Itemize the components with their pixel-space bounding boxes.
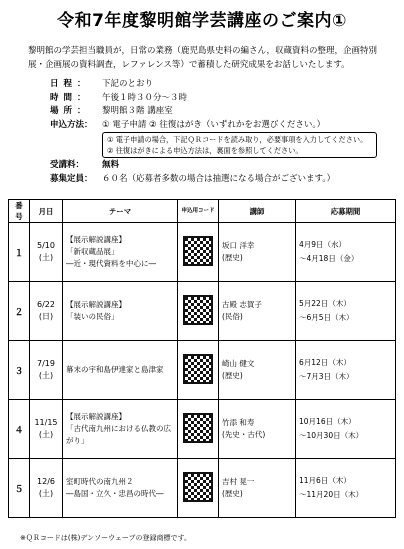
- fee-row: [50, 159, 390, 173]
- row-theme: [63, 341, 178, 400]
- apply-end: ～10月30日（木）: [299, 431, 364, 440]
- header-date: 月日: [30, 200, 63, 223]
- row-instructor: [219, 400, 296, 459]
- theme-line-2: ―島国・立久・忠昌の時代―: [66, 489, 164, 498]
- method-row: [50, 119, 390, 133]
- row-date: [30, 459, 63, 518]
- apply-start: 4月9日（水）: [299, 240, 347, 249]
- date-value: 6/22: [37, 300, 55, 309]
- qr-code-icon[interactable]: [183, 413, 213, 443]
- theme-line-2: 「新収蔵品展」: [66, 247, 119, 256]
- theme-line-3: ―近・現代資料を中心に―: [66, 259, 156, 268]
- row-number: ４: [9, 400, 30, 459]
- row-instructor: [219, 282, 296, 341]
- page-title: 令和7年度黎明館学芸講座のご案内①: [57, 11, 347, 31]
- capacity-row: [50, 173, 390, 187]
- place-value: 黎明館３階 講座室: [102, 106, 173, 116]
- row-number: ５: [9, 459, 30, 518]
- theme-line-3: がり」: [66, 436, 89, 445]
- time-value: 午後１時３０分～３時: [102, 92, 188, 103]
- qr-code-icon[interactable]: [183, 295, 213, 325]
- qr-code-icon[interactable]: [183, 236, 213, 266]
- row-qr[interactable]: [178, 400, 219, 459]
- instructor-field: (民俗): [222, 312, 243, 321]
- header-apply: 応募期間: [296, 200, 396, 223]
- row-qr[interactable]: [178, 282, 219, 341]
- apply-end: ～11月20日（木）: [299, 490, 364, 499]
- row-theme: [63, 223, 178, 282]
- theme-line-2: 「古代南九州における仏教の広: [66, 424, 171, 433]
- date-value: 11/15: [34, 418, 58, 427]
- row-date: [30, 223, 63, 282]
- theme-line-1: 【展示解説講座】: [66, 235, 126, 244]
- theme-line-1: 室町時代の南九州２: [66, 477, 134, 486]
- instructor-name: 古殿 志賀子: [222, 300, 262, 309]
- capacity-value: ６０名（応募者多数の場合は抽選になる場合がございます。）: [102, 173, 336, 184]
- row-theme: [63, 459, 178, 518]
- schedule-label: 日程：: [50, 79, 91, 89]
- date-value: 7/19: [37, 359, 55, 368]
- header-qr: 申込用コード: [178, 200, 219, 223]
- day-value: (土): [38, 371, 54, 380]
- time-label: 時間：: [50, 92, 91, 103]
- place-row: [50, 105, 390, 119]
- note-postcard: ② 往復はがきによる申込方法は，裏面を参照してください。: [107, 146, 303, 155]
- date-value: 12/6: [37, 477, 55, 486]
- capacity-label: 募集定員：: [50, 173, 93, 184]
- row-date: [30, 341, 63, 400]
- table-row: [9, 459, 396, 518]
- schedule-value: 下記のとおり: [102, 79, 154, 89]
- row-qr[interactable]: [178, 341, 219, 400]
- application-note-box: [102, 132, 377, 158]
- row-theme: [63, 400, 178, 459]
- lecture-schedule-table: [8, 199, 396, 518]
- note-electronic: ① 電子申請の場合，下記ＱＲコードを読み取り，必要事項を入力してください。: [107, 135, 368, 144]
- day-value: (土): [38, 489, 54, 498]
- fee-label: 受講料：: [50, 160, 85, 170]
- apply-start: 10月16日（木）: [299, 417, 356, 426]
- apply-start: 6月12日（木）: [299, 358, 351, 367]
- row-instructor: [219, 459, 296, 518]
- row-number: ２: [9, 282, 30, 341]
- day-value: (土): [38, 253, 54, 262]
- row-date: [30, 282, 63, 341]
- date-value: 5/10: [37, 241, 55, 250]
- apply-start: 11月6日（木）: [299, 476, 351, 485]
- instructor-name: 竹添 和寿: [222, 418, 255, 427]
- table-row: [9, 223, 396, 282]
- theme-line-1: 【展示解説講座】: [66, 300, 126, 309]
- header-no: 番号: [9, 200, 30, 223]
- row-theme: [63, 282, 178, 341]
- row-instructor: [219, 341, 296, 400]
- row-apply-period: [296, 459, 396, 518]
- intro-text: 黎明館の学芸担当職員が，日常の業務（鹿児島県史料の編さん，収蔵資料の整理，企画特別展・企画展の資料調査，レファレンス等）で蓄積した研究成果をお話しいたします。: [28, 46, 378, 70]
- place-label: 場所：: [50, 106, 91, 116]
- instructor-name: 吉村 晃一: [222, 477, 255, 486]
- table-row: [9, 341, 396, 400]
- day-value: (日): [38, 312, 54, 321]
- table-row: [9, 400, 396, 459]
- apply-start: 5月22日（木）: [299, 299, 351, 308]
- row-apply-period: [296, 223, 396, 282]
- theme-line-1: 幕末の宇和島伊達家と島津家: [66, 365, 164, 374]
- header-theme: テーマ: [63, 200, 178, 223]
- instructor-name: 坂口 洋幸: [222, 241, 255, 250]
- apply-end: ～7月3日（木）: [299, 372, 354, 381]
- time-row: [50, 92, 390, 106]
- apply-end: ～6月5日（木）: [299, 313, 354, 322]
- instructor-field: (歴史): [222, 371, 243, 380]
- method-value: ① 電子申請 ② 往復はがき（いずれかをお選びください。）: [102, 119, 326, 130]
- header-instructor: 講師: [219, 200, 296, 223]
- method-label: 申込方法：: [50, 119, 93, 130]
- info-section: [50, 78, 390, 186]
- row-apply-period: [296, 282, 396, 341]
- row-number: ３: [9, 341, 30, 400]
- instructor-field: (歴史): [222, 489, 243, 498]
- instructor-name: 崎山 健文: [222, 359, 255, 368]
- instructor-field: (先史・古代): [222, 430, 266, 439]
- table-row: [9, 282, 396, 341]
- day-value: (土): [38, 430, 54, 439]
- row-instructor: [219, 223, 296, 282]
- theme-line-2: 「装いの民俗」: [66, 312, 119, 321]
- row-qr[interactable]: [178, 459, 219, 518]
- fee-value: 無料: [102, 160, 120, 170]
- qr-code-icon[interactable]: [183, 472, 213, 502]
- apply-end: ～4月18日（金）: [299, 254, 359, 263]
- row-apply-period: [296, 400, 396, 459]
- theme-line-1: 【展示解説講座】: [66, 412, 126, 421]
- qr-code-icon[interactable]: [183, 354, 213, 384]
- row-apply-period: [296, 341, 396, 400]
- instructor-field: (歴史): [222, 253, 243, 262]
- row-number: １: [9, 223, 30, 282]
- table-header-row: [9, 200, 396, 223]
- schedule-row: [50, 78, 390, 92]
- qr-trademark-footnote: ※ＱＲコードは(株)デンソーウェーブの登録商標です。: [20, 534, 191, 542]
- row-date: [30, 400, 63, 459]
- row-qr[interactable]: [178, 223, 219, 282]
